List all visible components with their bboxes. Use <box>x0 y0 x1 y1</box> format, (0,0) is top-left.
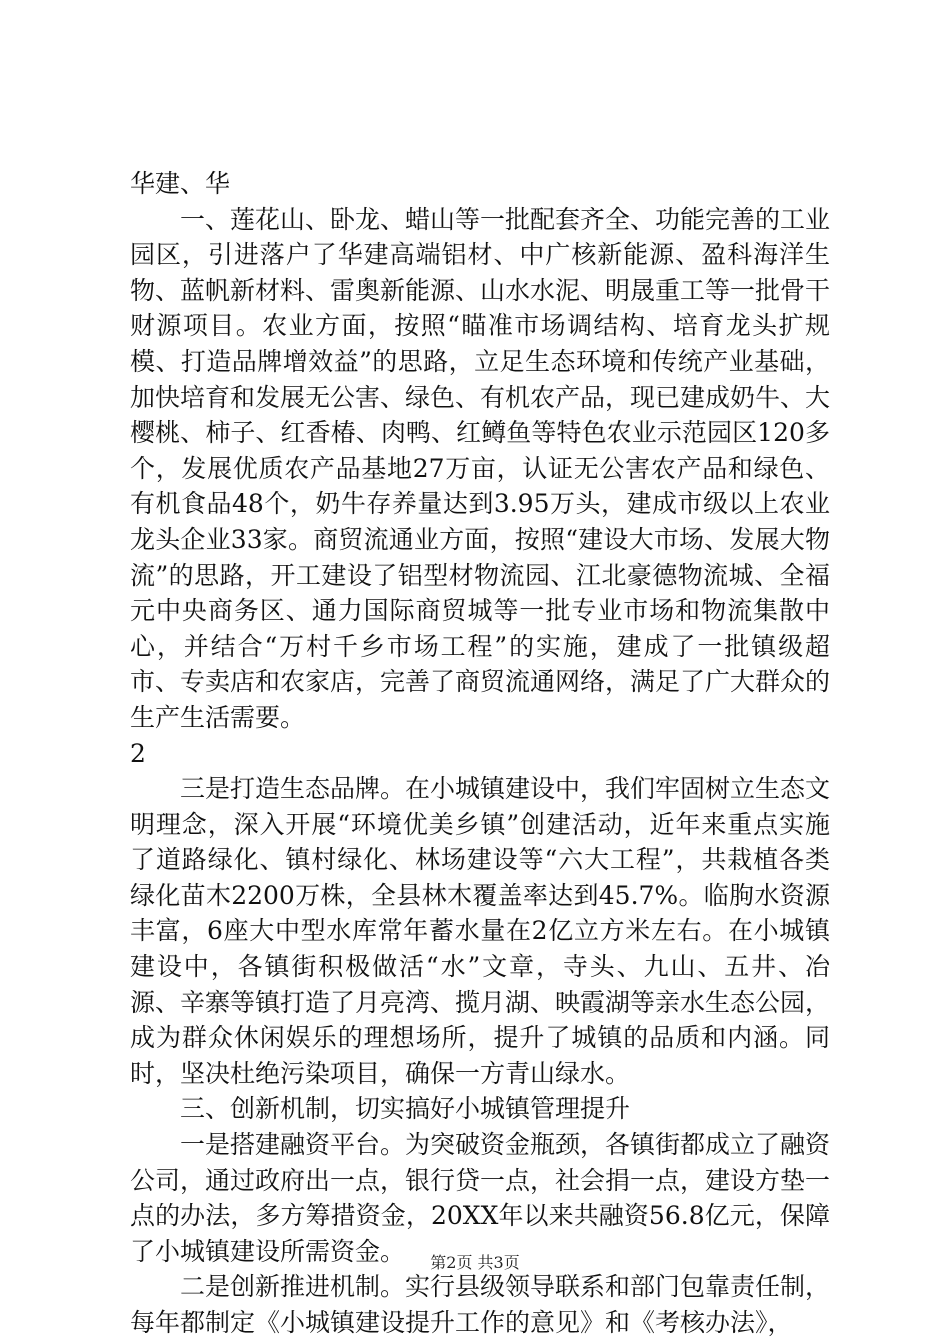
inline-page-number: 2 <box>130 738 146 768</box>
paragraph-financing-platform: 一是搭建融资平台。为突破资金瓶颈，各镇街都成立了融资公司，通过政府出一点，银行贷一点，社会捐一点，建设方垫一点的办法，多方筹措资金，20XX年以来共融资56.8亿元，保障了小城镇建设所需资金。 <box>130 1130 831 1266</box>
section-heading-innovation-mechanism: 三、创新机制，切实搞好小城镇管理提升 <box>180 1094 631 1124</box>
paragraph-ecological-brand: 三是打造生态品牌。在小城镇建设中，我们牢固树立生态文明理念，深入开展“环境优美乡镇”创建活动，近年来重点实施了道路绿化、镇村绿化、林场建设等“六大工程”，共栽植各类绿化苗木2200万株，全县林木覆盖率达到45.7%。临朐水资源丰富，6座大中型水库常年蓄水量在2亿立方米左右。在小城镇建设中，各镇街积极做活“水”文章，寺头、九山、五井、冶源、辛寨等镇打造了月亮湾、揽月湖、映霞湖等亲水生态公园，成为群众休闲娱乐的理想场所，提升了城镇的品质和内涵。同时，坚决杜绝污染项目，确保一方青山绿水。 <box>130 774 831 1088</box>
paragraph-industry-agriculture-commerce: 一、莲花山、卧龙、蜡山等一批配套齐全、功能完善的工业园区，引进落户了华建高端铝材、中广核新能源、盈科海洋生物、蓝帆新材料、雷奥新能源、山水水泥、明晟重工等一批骨干财源项目。农业方面，按照“瞄准市场调结构、培育龙头扩规模、打造品牌增效益”的思路，立足生态环境和传统产业基础，加快培育和发展无公害、绿色、有机农产品，现已建成奶牛、大樱桃、柿子、红香椿、肉鸭、红鳟鱼等特色农业示范园区120多个，发展优质农产品基地27万亩，认证无公害农产品和绿色、有机食品48个，奶牛存养量达到3.95万头，建成市级以上农业龙头企业33家。商贸流通业方面，按照“建设大市场、发展大物流”的思路，开工建设了铝型材物流园、江北豪德物流城、全福元中央商务区、通力国际商贸城等一批专业市场和物流集散中心，并结合“万村千乡市场工程”的实施，建成了一批镇级超市、专卖店和农家店，完善了商贸流通网络，满足了广大群众的生产生活需要。 <box>130 204 831 732</box>
paragraph-fragment-heading: 华建、华 <box>130 169 231 198</box>
paragraph-promotion-mechanism: 二是创新推进机制。实行县级领导联系和部门包靠责任制，每年都制定《小城镇建设提升工作的意见》和《考核办法》， <box>130 1272 831 1337</box>
document-body <box>130 166 830 1341</box>
page-footer: 第2页 共3页 <box>430 1253 520 1272</box>
